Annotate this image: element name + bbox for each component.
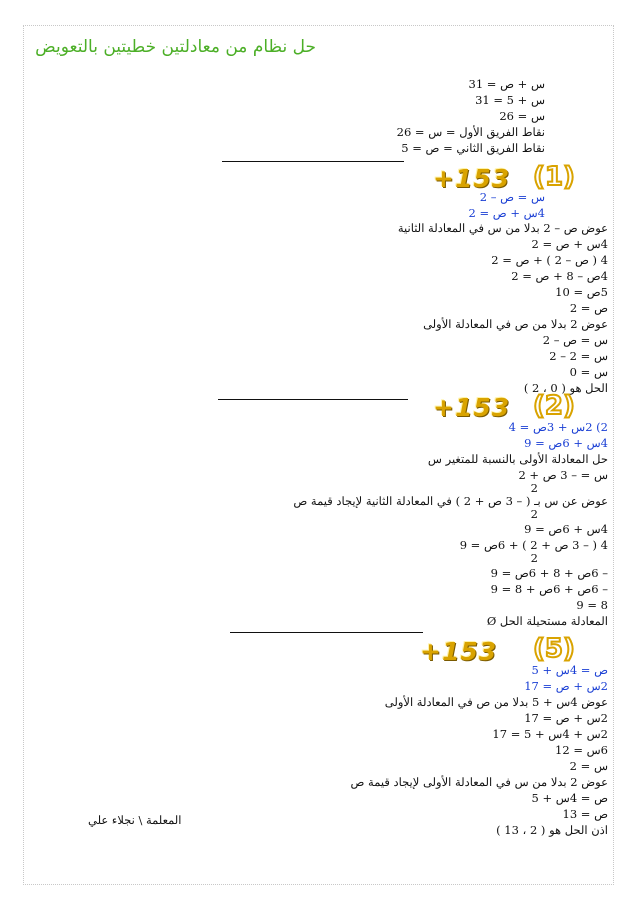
page-badge: +153 <box>433 164 511 193</box>
intro-line: نقاط الفريق الثاني = ص = 5 <box>401 141 545 155</box>
problem-line: 2 <box>530 507 538 521</box>
section-divider <box>230 632 423 633</box>
problem-line: الحل هو ( 0 ، 2 ) <box>523 381 608 395</box>
problem-line: اذن الحل هو ( 2 ، 13 ) <box>496 823 608 837</box>
problem-line: 2س + ص = 17 <box>524 679 608 693</box>
problem-line: عوض 2 بدلا من س في المعادلة الأولى لإيجاد قيمة ص <box>350 775 608 789</box>
page-title: حل نظام من معادلتين خطيتين بالتعويض <box>35 37 316 57</box>
problem-line: س = 2 – 2 <box>549 349 608 363</box>
problem-line: 4س + ص = 2 <box>468 206 545 220</box>
intro-line: س = 26 <box>499 109 545 123</box>
problem-line: 2) 2س + 3ص = 4 <box>508 420 608 434</box>
problem-number: (1) <box>533 162 575 192</box>
problem-line: – 6ص + 8 + 6ص = 9 <box>490 566 608 580</box>
problem-line: عوض عن س بـ ( – 3 ص + 2 ) في المعادلة الثانية لإيجاد قيمة ص <box>293 494 608 508</box>
problem-line: 4 ( ص – 2 ) + ص = 2 <box>491 253 608 267</box>
problem-line: ص = 4س + 5 <box>531 791 608 805</box>
problem-line: س = 0 <box>569 365 608 379</box>
problem-line: المعادلة مستحيلة الحل Ø <box>486 614 608 628</box>
intro-line: س + 5 = 31 <box>475 93 545 107</box>
problem-line: 4 ( – 3 ص + 2 ) + 6ص = 9 <box>459 538 608 552</box>
problem-line: 2س + 4س + 5 = 17 <box>492 727 608 741</box>
problem-line: – 6ص + 6ص + 8 = 9 <box>490 582 608 596</box>
problem-line: 2س + ص = 17 <box>524 711 608 725</box>
problem-line: عوض 4س + 5 بدلا من ص في المعادلة الأولى <box>384 695 608 709</box>
problem-line: 4س + 6ص = 9 <box>524 522 608 536</box>
intro-line: نقاط الفريق الأول = س = 26 <box>396 125 545 139</box>
page-badge: +153 <box>420 637 498 666</box>
problem-line: ص = 13 <box>562 807 608 821</box>
problem-line: عوض 2 بدلا من ص في المعادلة الأولى <box>423 317 608 331</box>
problem-line: 4ص – 8 + ص = 2 <box>511 269 608 283</box>
problem-line: س = ص – 2 <box>542 333 608 347</box>
section-divider <box>218 399 408 400</box>
problem-line: 2 <box>530 551 538 565</box>
problem-number: (5) <box>533 634 575 664</box>
problem-line: س = – 3 ص + 2 <box>518 468 608 482</box>
problem-line: ص = 4س + 5 <box>531 663 608 677</box>
problem-line: 2 <box>530 481 538 495</box>
problem-line: س = 2 <box>569 759 608 773</box>
problem-line: عوض ص – 2 بدلا من س في المعادلة الثانية <box>397 221 608 235</box>
problem-number: (2) <box>533 391 575 421</box>
problem-line: 5ص = 10 <box>555 285 608 299</box>
problem-line: 4س + ص = 2 <box>531 237 608 251</box>
intro-line: س + ص = 31 <box>468 77 545 91</box>
problem-line: 6س = 12 <box>555 743 608 757</box>
problem-line: 8 = 9 <box>576 598 608 612</box>
problem-line: ص = 2 <box>569 301 608 315</box>
page-badge: +153 <box>433 393 511 422</box>
section-divider <box>222 161 404 162</box>
teacher-signature: المعلمة \ نجلاء علي <box>88 813 182 827</box>
problem-line: حل المعادلة الأولى بالنسبة للمتغير س <box>427 452 608 466</box>
problem-line: 4س + 6ص = 9 <box>524 436 608 450</box>
problem-line: س = ص – 2 <box>479 190 545 204</box>
